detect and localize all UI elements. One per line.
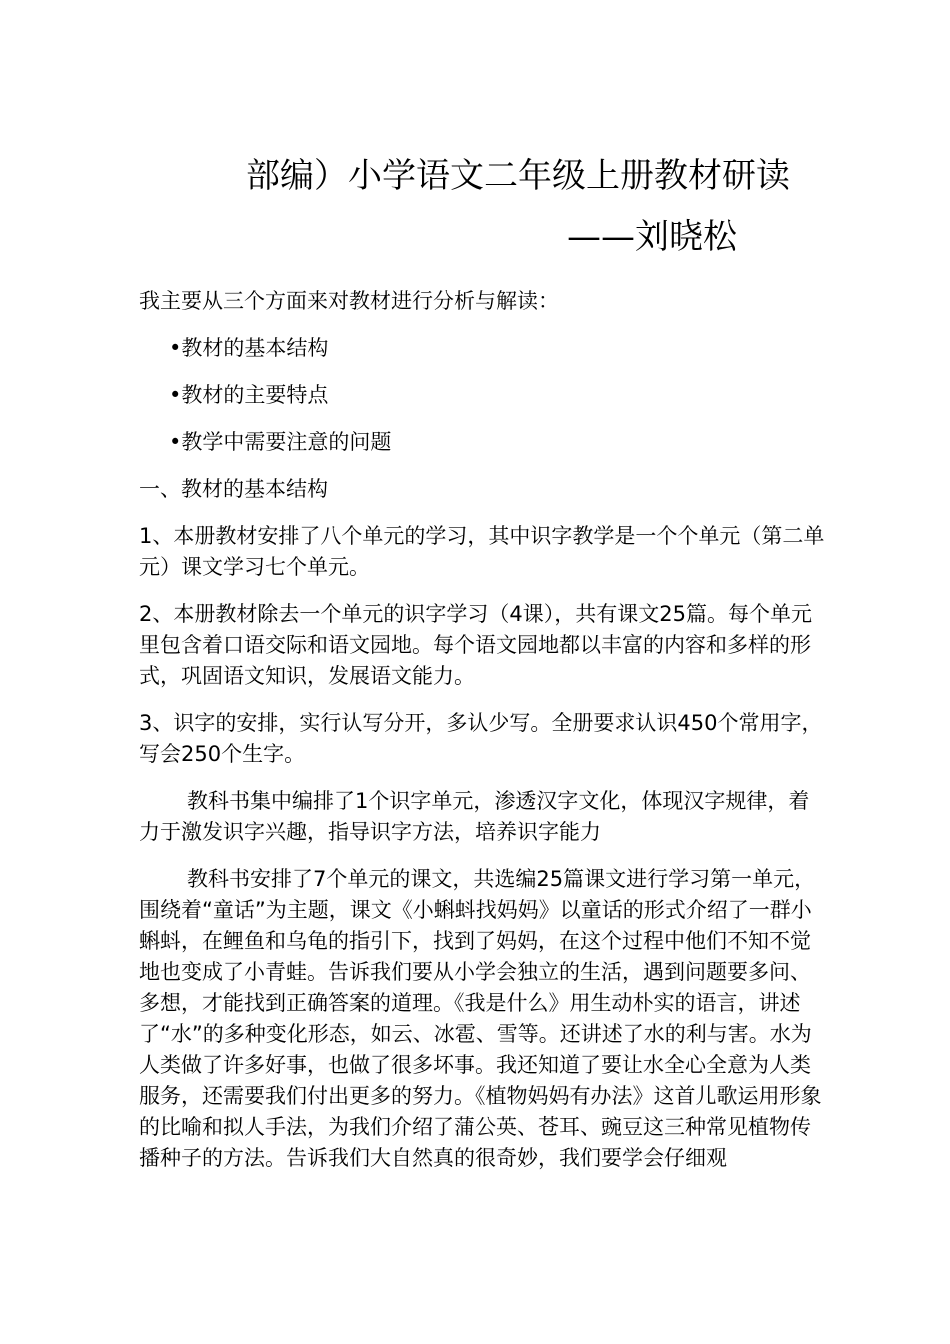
document-body bbox=[139, 286, 829, 1174]
numbered-item: 2、本册教材除去一个单元的识字学习（4课），共有课文25篇。每个单元里包含着口语交际和语文园地。每个语文园地都以丰富的内容和多样的形式，巩固语文知识，发展语文能力。 bbox=[139, 602, 812, 688]
section-heading: 一、教材的基本结构 bbox=[139, 477, 328, 501]
bullet-item: •教学中需要注意的问题 bbox=[169, 430, 392, 454]
body-paragraph: 教科书安排了7个单元的课文，共选编25篇课文进行学习第一单元，围绕着“童话”为主题，课文《小蝌蚪找妈妈》以童话的形式介绍了一群小蝌蚪，在鲤鱼和乌龟的指引下，找到了妈妈，在这个过程中他们不知不觉地也变成了小青蛙。告诉我们要从小学会独立的生活，遇到问题要多问、多想，才能找到正确答案的道理。《我是什么》用生动朴实的语言，讲述了“水”的多种变化形态，如云、冰雹、雪等。还讲述了水的利与害。水为人类做了许多好事，也做了很多坏事。我还知道了要让水全心全意为人类服务，还需要我们付出更多的努力。《植物妈妈有办法》这首儿歌运用形象的比喻和拟人手法，为我们介绍了蒲公英、苍耳、豌豆这三种常见植物传播种子的方法。告诉我们大自然真的很奇妙，我们要学会仔细观 bbox=[139, 867, 822, 1170]
document-author: ——刘晓松 bbox=[567, 217, 737, 257]
bullet-item: •教材的基本结构 bbox=[169, 336, 329, 360]
numbered-item: 3、识字的安排，实行认写分开，多认少写。全册要求认识450个常用字，写会250个生字。 bbox=[139, 711, 823, 766]
document-title: 部编）小学语文二年级上册教材研读 bbox=[246, 156, 790, 196]
bullet-item: •教材的主要特点 bbox=[169, 383, 329, 407]
body-paragraph: 教科书集中编排了1个识字单元，渗透汉字文化，体现汉字规律，着力于激发识字兴趣，指导识字方法，培养识字能力 bbox=[139, 789, 810, 844]
intro-paragraph: 我主要从三个方面来对教材进行分析与解读： bbox=[139, 289, 559, 313]
numbered-item: 1、本册教材安排了八个单元的学习，其中识字教学是一个个单元（第二单元）课文学习七个单元。 bbox=[139, 524, 825, 579]
